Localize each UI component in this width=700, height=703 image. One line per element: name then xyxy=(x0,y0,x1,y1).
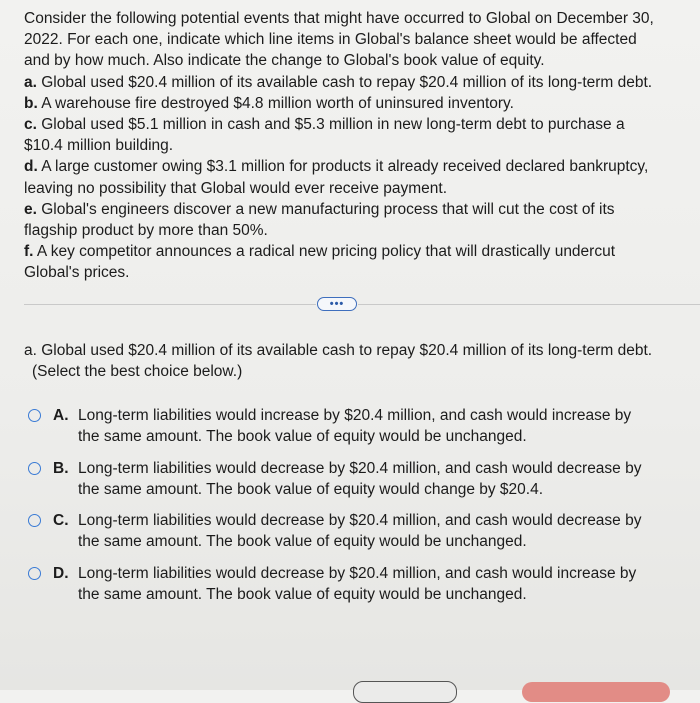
event-label: f. xyxy=(24,243,34,261)
option-letter: A. xyxy=(53,407,69,424)
divider xyxy=(24,304,316,305)
event-item-a xyxy=(24,72,684,93)
event-label: e. xyxy=(24,200,37,218)
option-line: the same amount. The book value of equity would be unchanged. xyxy=(78,585,527,603)
intro-line: Consider the following potential events that might have occurred to Global on December 30, xyxy=(24,10,654,27)
event-text: A key competitor announces a radical new pricing policy that will drastically undercut xyxy=(36,243,616,261)
event-text: A warehouse fire destroyed $4.8 million worth of uninsured inventory. xyxy=(41,94,514,112)
option-letter: C. xyxy=(53,512,69,529)
option-line: the same amount. The book value of equity would change by $20.4. xyxy=(78,480,544,498)
event-label: d. xyxy=(24,158,38,176)
event-text-cont: flagship product by more than 50%. xyxy=(24,222,268,240)
event-text-cont: Global's prices. xyxy=(24,264,130,282)
radio-button[interactable] xyxy=(28,567,41,580)
option-text xyxy=(78,510,668,552)
event-text: Global used $5.1 million in cash and $5.3 million in new long-term debt to purchase a xyxy=(41,116,625,134)
answer-options xyxy=(28,405,678,615)
question-prompt xyxy=(24,340,684,382)
option-text xyxy=(78,458,668,500)
event-item-c xyxy=(24,114,684,135)
divider xyxy=(358,304,700,305)
option-b[interactable] xyxy=(28,458,678,500)
intro-line: and by how much. Also indicate the change to Global's book value of equity. xyxy=(24,52,545,70)
event-text: Global's engineers discover a new manufacturing process that will cut the cost of its xyxy=(41,200,615,218)
option-line: the same amount. The book value of equity would be unchanged. xyxy=(78,428,527,445)
question-instruction: (Select the best choice below.) xyxy=(32,363,243,380)
option-c[interactable] xyxy=(28,510,678,552)
event-item-f xyxy=(24,241,684,262)
option-text xyxy=(78,405,668,447)
option-line: Long-term liabilities would increase by $20.4 million, and cash would increase by xyxy=(78,407,632,424)
event-text: Global used $20.4 million of its available cash to repay $20.4 million of its long-term debt. xyxy=(41,73,653,91)
event-item-b xyxy=(24,93,684,114)
intro-line: 2022. For each one, indicate which line items in Global's balance sheet would be affected xyxy=(24,31,637,49)
event-text: A large customer owing $3.1 million for products it already received declared bankruptcy, xyxy=(41,158,649,176)
event-label: b. xyxy=(24,94,38,112)
bottom-button-right[interactable] xyxy=(522,682,670,702)
option-letter: D. xyxy=(53,564,69,582)
radio-button[interactable] xyxy=(28,514,41,527)
event-text-cont: $10.4 million building. xyxy=(24,137,174,155)
option-line: the same amount. The book value of equity would be unchanged. xyxy=(78,533,527,550)
option-a[interactable] xyxy=(28,405,678,447)
option-line: Long-term liabilities would decrease by $20.4 million, and cash would decrease by xyxy=(78,459,642,477)
bottom-button-left[interactable] xyxy=(353,681,457,703)
option-line: Long-term liabilities would decrease by $20.4 million, and cash would decrease by xyxy=(78,512,642,529)
event-label: a. xyxy=(24,73,37,91)
event-label: c. xyxy=(24,116,37,134)
option-text xyxy=(78,563,668,605)
event-item-e xyxy=(24,199,684,220)
question-text: a. Global used $20.4 million of its available cash to repay $20.4 million of its long-term debt. xyxy=(24,342,653,359)
option-d[interactable] xyxy=(28,563,678,605)
event-text-cont: leaving no possibility that Global would ever receive payment. xyxy=(24,179,448,197)
option-letter: B. xyxy=(53,459,69,477)
radio-button[interactable] xyxy=(28,462,41,475)
problem-statement xyxy=(24,8,684,284)
option-line: Long-term liabilities would decrease by $20.4 million, and cash would increase by xyxy=(78,564,637,582)
expand-more-button[interactable]: ••• xyxy=(317,297,357,311)
radio-button[interactable] xyxy=(28,409,41,422)
event-item-d xyxy=(24,156,684,177)
